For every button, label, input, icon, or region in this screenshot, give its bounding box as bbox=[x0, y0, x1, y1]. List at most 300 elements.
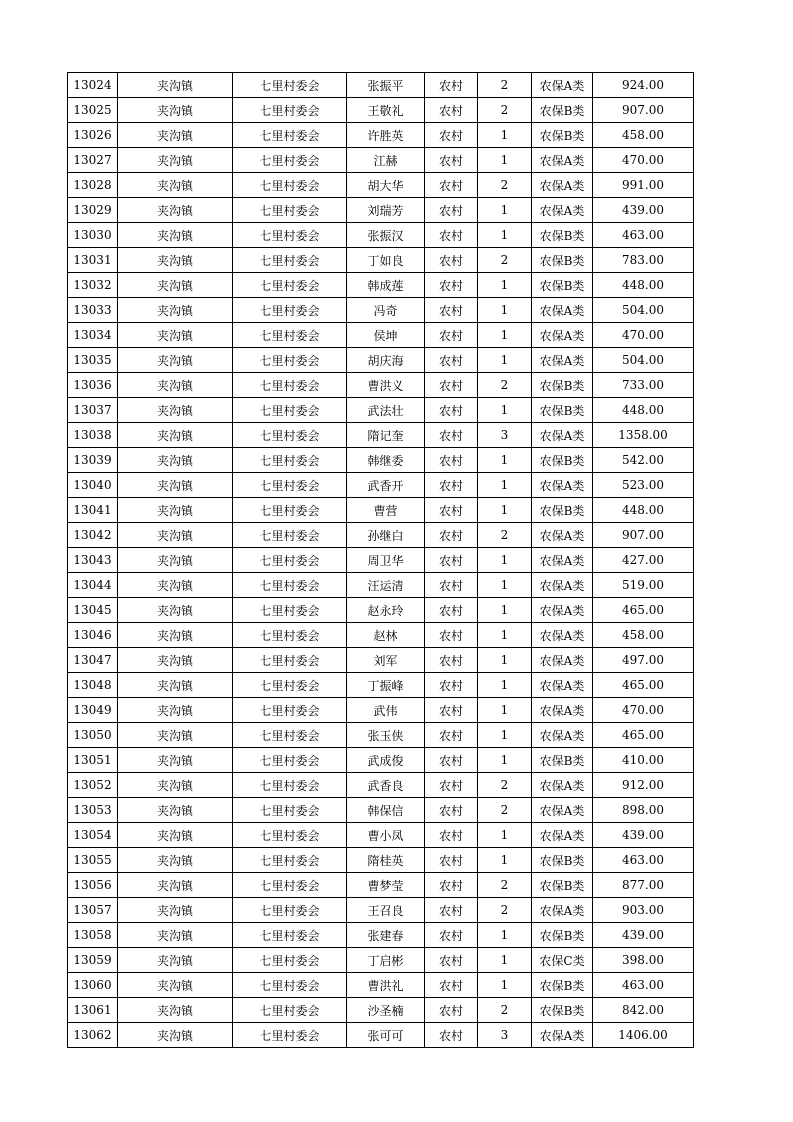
cell-person-count: 1 bbox=[478, 123, 532, 148]
cell-town: 夹沟镇 bbox=[118, 398, 233, 423]
cell-town: 夹沟镇 bbox=[118, 548, 233, 573]
cell-person-count: 1 bbox=[478, 273, 532, 298]
cell-name: 曹洪礼 bbox=[347, 973, 425, 998]
cell-village: 七里村委会 bbox=[233, 573, 347, 598]
cell-household-type: 农村 bbox=[425, 473, 478, 498]
cell-name: 韩保信 bbox=[347, 798, 425, 823]
table-row bbox=[68, 948, 694, 973]
cell-name: 赵永玲 bbox=[347, 598, 425, 623]
cell-village: 七里村委会 bbox=[233, 898, 347, 923]
table-row bbox=[68, 573, 694, 598]
cell-id: 13035 bbox=[68, 348, 118, 373]
cell-amount: 470.00 bbox=[593, 148, 694, 173]
cell-amount: 1406.00 bbox=[593, 1023, 694, 1048]
cell-household-type: 农村 bbox=[425, 98, 478, 123]
cell-insurance-category: 农保A类 bbox=[532, 1023, 593, 1048]
cell-amount: 458.00 bbox=[593, 623, 694, 648]
cell-id: 13032 bbox=[68, 273, 118, 298]
cell-town: 夹沟镇 bbox=[118, 648, 233, 673]
cell-town: 夹沟镇 bbox=[118, 573, 233, 598]
cell-id: 13056 bbox=[68, 873, 118, 898]
cell-household-type: 农村 bbox=[425, 673, 478, 698]
cell-insurance-category: 农保B类 bbox=[532, 398, 593, 423]
cell-id: 13024 bbox=[68, 73, 118, 98]
table-row bbox=[68, 123, 694, 148]
table-row bbox=[68, 423, 694, 448]
table-row bbox=[68, 223, 694, 248]
table-row bbox=[68, 898, 694, 923]
cell-village: 七里村委会 bbox=[233, 448, 347, 473]
cell-town: 夹沟镇 bbox=[118, 623, 233, 648]
cell-name: 曹梦莹 bbox=[347, 873, 425, 898]
cell-id: 13050 bbox=[68, 723, 118, 748]
cell-id: 13029 bbox=[68, 198, 118, 223]
cell-insurance-category: 农保A类 bbox=[532, 173, 593, 198]
table-row bbox=[68, 648, 694, 673]
cell-amount: 439.00 bbox=[593, 198, 694, 223]
cell-amount: 470.00 bbox=[593, 323, 694, 348]
cell-insurance-category: 农保A类 bbox=[532, 648, 593, 673]
cell-person-count: 1 bbox=[478, 148, 532, 173]
table-row bbox=[68, 173, 694, 198]
cell-id: 13048 bbox=[68, 673, 118, 698]
cell-town: 夹沟镇 bbox=[118, 723, 233, 748]
cell-id: 13057 bbox=[68, 898, 118, 923]
beneficiary-table bbox=[67, 72, 694, 1048]
cell-household-type: 农村 bbox=[425, 423, 478, 448]
cell-insurance-category: 农保B类 bbox=[532, 448, 593, 473]
cell-household-type: 农村 bbox=[425, 748, 478, 773]
table-row bbox=[68, 298, 694, 323]
cell-id: 13060 bbox=[68, 973, 118, 998]
cell-insurance-category: 农保B类 bbox=[532, 848, 593, 873]
cell-town: 夹沟镇 bbox=[118, 898, 233, 923]
cell-id: 13033 bbox=[68, 298, 118, 323]
cell-town: 夹沟镇 bbox=[118, 798, 233, 823]
cell-insurance-category: 农保A类 bbox=[532, 73, 593, 98]
cell-name: 武成俊 bbox=[347, 748, 425, 773]
cell-town: 夹沟镇 bbox=[118, 298, 233, 323]
cell-person-count: 2 bbox=[478, 73, 532, 98]
cell-insurance-category: 农保A类 bbox=[532, 148, 593, 173]
cell-town: 夹沟镇 bbox=[118, 598, 233, 623]
cell-name: 孙继白 bbox=[347, 523, 425, 548]
cell-insurance-category: 农保B类 bbox=[532, 748, 593, 773]
cell-town: 夹沟镇 bbox=[118, 98, 233, 123]
cell-person-count: 2 bbox=[478, 248, 532, 273]
cell-person-count: 1 bbox=[478, 973, 532, 998]
cell-name: 胡庆海 bbox=[347, 348, 425, 373]
cell-name: 沙圣楠 bbox=[347, 998, 425, 1023]
cell-name: 周卫华 bbox=[347, 548, 425, 573]
cell-person-count: 1 bbox=[478, 198, 532, 223]
cell-name: 曹小凤 bbox=[347, 823, 425, 848]
cell-person-count: 1 bbox=[478, 398, 532, 423]
table-row bbox=[68, 673, 694, 698]
cell-amount: 898.00 bbox=[593, 798, 694, 823]
cell-amount: 523.00 bbox=[593, 473, 694, 498]
cell-insurance-category: 农保B类 bbox=[532, 998, 593, 1023]
cell-amount: 877.00 bbox=[593, 873, 694, 898]
table-row bbox=[68, 373, 694, 398]
cell-amount: 783.00 bbox=[593, 248, 694, 273]
cell-name: 武香开 bbox=[347, 473, 425, 498]
cell-village: 七里村委会 bbox=[233, 623, 347, 648]
cell-insurance-category: 农保A类 bbox=[532, 573, 593, 598]
cell-village: 七里村委会 bbox=[233, 648, 347, 673]
cell-person-count: 2 bbox=[478, 998, 532, 1023]
cell-town: 夹沟镇 bbox=[118, 473, 233, 498]
table-row bbox=[68, 498, 694, 523]
cell-id: 13053 bbox=[68, 798, 118, 823]
cell-name: 丁启彬 bbox=[347, 948, 425, 973]
cell-amount: 463.00 bbox=[593, 973, 694, 998]
cell-town: 夹沟镇 bbox=[118, 673, 233, 698]
cell-person-count: 2 bbox=[478, 523, 532, 548]
table-row bbox=[68, 798, 694, 823]
cell-id: 13055 bbox=[68, 848, 118, 873]
cell-person-count: 2 bbox=[478, 798, 532, 823]
cell-village: 七里村委会 bbox=[233, 223, 347, 248]
cell-id: 13062 bbox=[68, 1023, 118, 1048]
cell-name: 张振平 bbox=[347, 73, 425, 98]
table-row bbox=[68, 473, 694, 498]
table-row bbox=[68, 598, 694, 623]
cell-id: 13036 bbox=[68, 373, 118, 398]
cell-person-count: 1 bbox=[478, 473, 532, 498]
cell-household-type: 农村 bbox=[425, 598, 478, 623]
cell-name: 武香良 bbox=[347, 773, 425, 798]
table-row bbox=[68, 148, 694, 173]
cell-person-count: 1 bbox=[478, 673, 532, 698]
cell-id: 13026 bbox=[68, 123, 118, 148]
cell-amount: 1358.00 bbox=[593, 423, 694, 448]
cell-person-count: 1 bbox=[478, 223, 532, 248]
cell-household-type: 农村 bbox=[425, 348, 478, 373]
cell-insurance-category: 农保A类 bbox=[532, 623, 593, 648]
cell-insurance-category: 农保A类 bbox=[532, 348, 593, 373]
cell-person-count: 3 bbox=[478, 423, 532, 448]
cell-person-count: 3 bbox=[478, 1023, 532, 1048]
cell-id: 13045 bbox=[68, 598, 118, 623]
cell-amount: 842.00 bbox=[593, 998, 694, 1023]
cell-amount: 465.00 bbox=[593, 598, 694, 623]
cell-village: 七里村委会 bbox=[233, 398, 347, 423]
cell-village: 七里村委会 bbox=[233, 873, 347, 898]
cell-household-type: 农村 bbox=[425, 323, 478, 348]
cell-insurance-category: 农保A类 bbox=[532, 698, 593, 723]
cell-amount: 470.00 bbox=[593, 698, 694, 723]
cell-village: 七里村委会 bbox=[233, 848, 347, 873]
cell-id: 13038 bbox=[68, 423, 118, 448]
cell-id: 13031 bbox=[68, 248, 118, 273]
cell-village: 七里村委会 bbox=[233, 973, 347, 998]
cell-name: 张振汉 bbox=[347, 223, 425, 248]
cell-id: 13052 bbox=[68, 773, 118, 798]
cell-village: 七里村委会 bbox=[233, 173, 347, 198]
cell-household-type: 农村 bbox=[425, 198, 478, 223]
cell-id: 13025 bbox=[68, 98, 118, 123]
cell-village: 七里村委会 bbox=[233, 123, 347, 148]
cell-name: 隋记奎 bbox=[347, 423, 425, 448]
cell-household-type: 农村 bbox=[425, 498, 478, 523]
cell-amount: 542.00 bbox=[593, 448, 694, 473]
cell-household-type: 农村 bbox=[425, 273, 478, 298]
cell-name: 刘军 bbox=[347, 648, 425, 673]
cell-name: 曹营 bbox=[347, 498, 425, 523]
cell-amount: 448.00 bbox=[593, 498, 694, 523]
table-row bbox=[68, 923, 694, 948]
cell-person-count: 1 bbox=[478, 623, 532, 648]
cell-name: 武法壮 bbox=[347, 398, 425, 423]
cell-person-count: 1 bbox=[478, 648, 532, 673]
cell-amount: 907.00 bbox=[593, 98, 694, 123]
cell-household-type: 农村 bbox=[425, 623, 478, 648]
cell-household-type: 农村 bbox=[425, 548, 478, 573]
cell-person-count: 1 bbox=[478, 923, 532, 948]
cell-name: 曹洪义 bbox=[347, 373, 425, 398]
cell-household-type: 农村 bbox=[425, 873, 478, 898]
cell-name: 韩成莲 bbox=[347, 273, 425, 298]
cell-amount: 924.00 bbox=[593, 73, 694, 98]
cell-person-count: 1 bbox=[478, 448, 532, 473]
cell-town: 夹沟镇 bbox=[118, 523, 233, 548]
cell-town: 夹沟镇 bbox=[118, 973, 233, 998]
cell-id: 13039 bbox=[68, 448, 118, 473]
cell-amount: 458.00 bbox=[593, 123, 694, 148]
table-row bbox=[68, 548, 694, 573]
cell-id: 13049 bbox=[68, 698, 118, 723]
cell-village: 七里村委会 bbox=[233, 373, 347, 398]
cell-town: 夹沟镇 bbox=[118, 923, 233, 948]
cell-insurance-category: 农保A类 bbox=[532, 323, 593, 348]
cell-name: 胡大华 bbox=[347, 173, 425, 198]
cell-village: 七里村委会 bbox=[233, 148, 347, 173]
cell-insurance-category: 农保B类 bbox=[532, 98, 593, 123]
cell-name: 张可可 bbox=[347, 1023, 425, 1048]
cell-person-count: 2 bbox=[478, 173, 532, 198]
cell-village: 七里村委会 bbox=[233, 198, 347, 223]
cell-village: 七里村委会 bbox=[233, 248, 347, 273]
cell-person-count: 1 bbox=[478, 298, 532, 323]
cell-village: 七里村委会 bbox=[233, 548, 347, 573]
cell-insurance-category: 农保A类 bbox=[532, 673, 593, 698]
cell-household-type: 农村 bbox=[425, 148, 478, 173]
cell-village: 七里村委会 bbox=[233, 273, 347, 298]
cell-town: 夹沟镇 bbox=[118, 373, 233, 398]
cell-id: 13054 bbox=[68, 823, 118, 848]
cell-name: 赵林 bbox=[347, 623, 425, 648]
cell-village: 七里村委会 bbox=[233, 748, 347, 773]
cell-insurance-category: 农保B类 bbox=[532, 123, 593, 148]
table-row bbox=[68, 973, 694, 998]
cell-household-type: 农村 bbox=[425, 173, 478, 198]
cell-id: 13044 bbox=[68, 573, 118, 598]
cell-insurance-category: 农保A类 bbox=[532, 548, 593, 573]
cell-name: 江赫 bbox=[347, 148, 425, 173]
cell-village: 七里村委会 bbox=[233, 598, 347, 623]
cell-village: 七里村委会 bbox=[233, 498, 347, 523]
table-row bbox=[68, 748, 694, 773]
cell-name: 侯坤 bbox=[347, 323, 425, 348]
cell-insurance-category: 农保A类 bbox=[532, 473, 593, 498]
cell-person-count: 1 bbox=[478, 848, 532, 873]
cell-amount: 439.00 bbox=[593, 823, 694, 848]
cell-name: 刘瑞芳 bbox=[347, 198, 425, 223]
cell-household-type: 农村 bbox=[425, 448, 478, 473]
cell-insurance-category: 农保A类 bbox=[532, 773, 593, 798]
cell-household-type: 农村 bbox=[425, 773, 478, 798]
table-row bbox=[68, 273, 694, 298]
cell-name: 汪运清 bbox=[347, 573, 425, 598]
cell-amount: 448.00 bbox=[593, 398, 694, 423]
cell-id: 13059 bbox=[68, 948, 118, 973]
cell-village: 七里村委会 bbox=[233, 323, 347, 348]
cell-id: 13027 bbox=[68, 148, 118, 173]
table-row bbox=[68, 198, 694, 223]
cell-amount: 398.00 bbox=[593, 948, 694, 973]
cell-insurance-category: 农保B类 bbox=[532, 873, 593, 898]
cell-household-type: 农村 bbox=[425, 223, 478, 248]
cell-id: 13028 bbox=[68, 173, 118, 198]
cell-person-count: 1 bbox=[478, 823, 532, 848]
cell-id: 13037 bbox=[68, 398, 118, 423]
cell-town: 夹沟镇 bbox=[118, 73, 233, 98]
cell-person-count: 1 bbox=[478, 348, 532, 373]
cell-insurance-category: 农保B类 bbox=[532, 248, 593, 273]
cell-name: 许胜英 bbox=[347, 123, 425, 148]
cell-town: 夹沟镇 bbox=[118, 773, 233, 798]
cell-town: 夹沟镇 bbox=[118, 498, 233, 523]
cell-household-type: 农村 bbox=[425, 123, 478, 148]
cell-name: 武伟 bbox=[347, 698, 425, 723]
cell-household-type: 农村 bbox=[425, 398, 478, 423]
cell-household-type: 农村 bbox=[425, 73, 478, 98]
cell-person-count: 1 bbox=[478, 948, 532, 973]
cell-person-count: 1 bbox=[478, 548, 532, 573]
cell-village: 七里村委会 bbox=[233, 798, 347, 823]
cell-person-count: 2 bbox=[478, 373, 532, 398]
cell-insurance-category: 农保A类 bbox=[532, 798, 593, 823]
cell-id: 13051 bbox=[68, 748, 118, 773]
cell-amount: 448.00 bbox=[593, 273, 694, 298]
cell-amount: 410.00 bbox=[593, 748, 694, 773]
cell-person-count: 2 bbox=[478, 98, 532, 123]
cell-household-type: 农村 bbox=[425, 573, 478, 598]
cell-amount: 463.00 bbox=[593, 223, 694, 248]
cell-person-count: 1 bbox=[478, 573, 532, 598]
cell-id: 13034 bbox=[68, 323, 118, 348]
cell-household-type: 农村 bbox=[425, 898, 478, 923]
cell-amount: 504.00 bbox=[593, 298, 694, 323]
cell-name: 冯奇 bbox=[347, 298, 425, 323]
cell-name: 王敬礼 bbox=[347, 98, 425, 123]
cell-id: 13030 bbox=[68, 223, 118, 248]
cell-village: 七里村委会 bbox=[233, 948, 347, 973]
cell-household-type: 农村 bbox=[425, 998, 478, 1023]
cell-town: 夹沟镇 bbox=[118, 348, 233, 373]
cell-town: 夹沟镇 bbox=[118, 748, 233, 773]
cell-village: 七里村委会 bbox=[233, 823, 347, 848]
cell-household-type: 农村 bbox=[425, 698, 478, 723]
cell-town: 夹沟镇 bbox=[118, 173, 233, 198]
cell-household-type: 农村 bbox=[425, 823, 478, 848]
table-row bbox=[68, 98, 694, 123]
cell-town: 夹沟镇 bbox=[118, 823, 233, 848]
table-row bbox=[68, 623, 694, 648]
table-row bbox=[68, 248, 694, 273]
cell-insurance-category: 农保A类 bbox=[532, 898, 593, 923]
cell-insurance-category: 农保A类 bbox=[532, 598, 593, 623]
cell-town: 夹沟镇 bbox=[118, 148, 233, 173]
cell-household-type: 农村 bbox=[425, 923, 478, 948]
cell-village: 七里村委会 bbox=[233, 698, 347, 723]
cell-name: 王召良 bbox=[347, 898, 425, 923]
cell-amount: 912.00 bbox=[593, 773, 694, 798]
cell-town: 夹沟镇 bbox=[118, 248, 233, 273]
cell-person-count: 1 bbox=[478, 723, 532, 748]
table-body bbox=[68, 73, 694, 1048]
cell-person-count: 2 bbox=[478, 898, 532, 923]
cell-village: 七里村委会 bbox=[233, 773, 347, 798]
cell-insurance-category: 农保A类 bbox=[532, 423, 593, 448]
cell-town: 夹沟镇 bbox=[118, 873, 233, 898]
cell-amount: 519.00 bbox=[593, 573, 694, 598]
cell-household-type: 农村 bbox=[425, 723, 478, 748]
cell-village: 七里村委会 bbox=[233, 523, 347, 548]
cell-amount: 903.00 bbox=[593, 898, 694, 923]
cell-household-type: 农村 bbox=[425, 373, 478, 398]
cell-town: 夹沟镇 bbox=[118, 848, 233, 873]
table-row bbox=[68, 723, 694, 748]
cell-name: 张建春 bbox=[347, 923, 425, 948]
cell-town: 夹沟镇 bbox=[118, 698, 233, 723]
table-row bbox=[68, 348, 694, 373]
cell-amount: 463.00 bbox=[593, 848, 694, 873]
cell-insurance-category: 农保B类 bbox=[532, 223, 593, 248]
cell-town: 夹沟镇 bbox=[118, 198, 233, 223]
cell-household-type: 农村 bbox=[425, 248, 478, 273]
cell-insurance-category: 农保B类 bbox=[532, 373, 593, 398]
cell-id: 13041 bbox=[68, 498, 118, 523]
cell-insurance-category: 农保B类 bbox=[532, 498, 593, 523]
table-row bbox=[68, 523, 694, 548]
cell-person-count: 2 bbox=[478, 873, 532, 898]
cell-amount: 733.00 bbox=[593, 373, 694, 398]
cell-insurance-category: 农保A类 bbox=[532, 523, 593, 548]
table-row bbox=[68, 773, 694, 798]
table-row bbox=[68, 448, 694, 473]
cell-town: 夹沟镇 bbox=[118, 448, 233, 473]
cell-insurance-category: 农保A类 bbox=[532, 723, 593, 748]
cell-amount: 907.00 bbox=[593, 523, 694, 548]
cell-village: 七里村委会 bbox=[233, 923, 347, 948]
table-row bbox=[68, 848, 694, 873]
cell-insurance-category: 农保C类 bbox=[532, 948, 593, 973]
cell-town: 夹沟镇 bbox=[118, 423, 233, 448]
cell-village: 七里村委会 bbox=[233, 98, 347, 123]
cell-person-count: 1 bbox=[478, 748, 532, 773]
cell-household-type: 农村 bbox=[425, 948, 478, 973]
cell-amount: 504.00 bbox=[593, 348, 694, 373]
cell-id: 13046 bbox=[68, 623, 118, 648]
cell-insurance-category: 农保B类 bbox=[532, 273, 593, 298]
cell-village: 七里村委会 bbox=[233, 723, 347, 748]
cell-amount: 465.00 bbox=[593, 673, 694, 698]
cell-household-type: 农村 bbox=[425, 973, 478, 998]
cell-person-count: 2 bbox=[478, 773, 532, 798]
cell-town: 夹沟镇 bbox=[118, 948, 233, 973]
